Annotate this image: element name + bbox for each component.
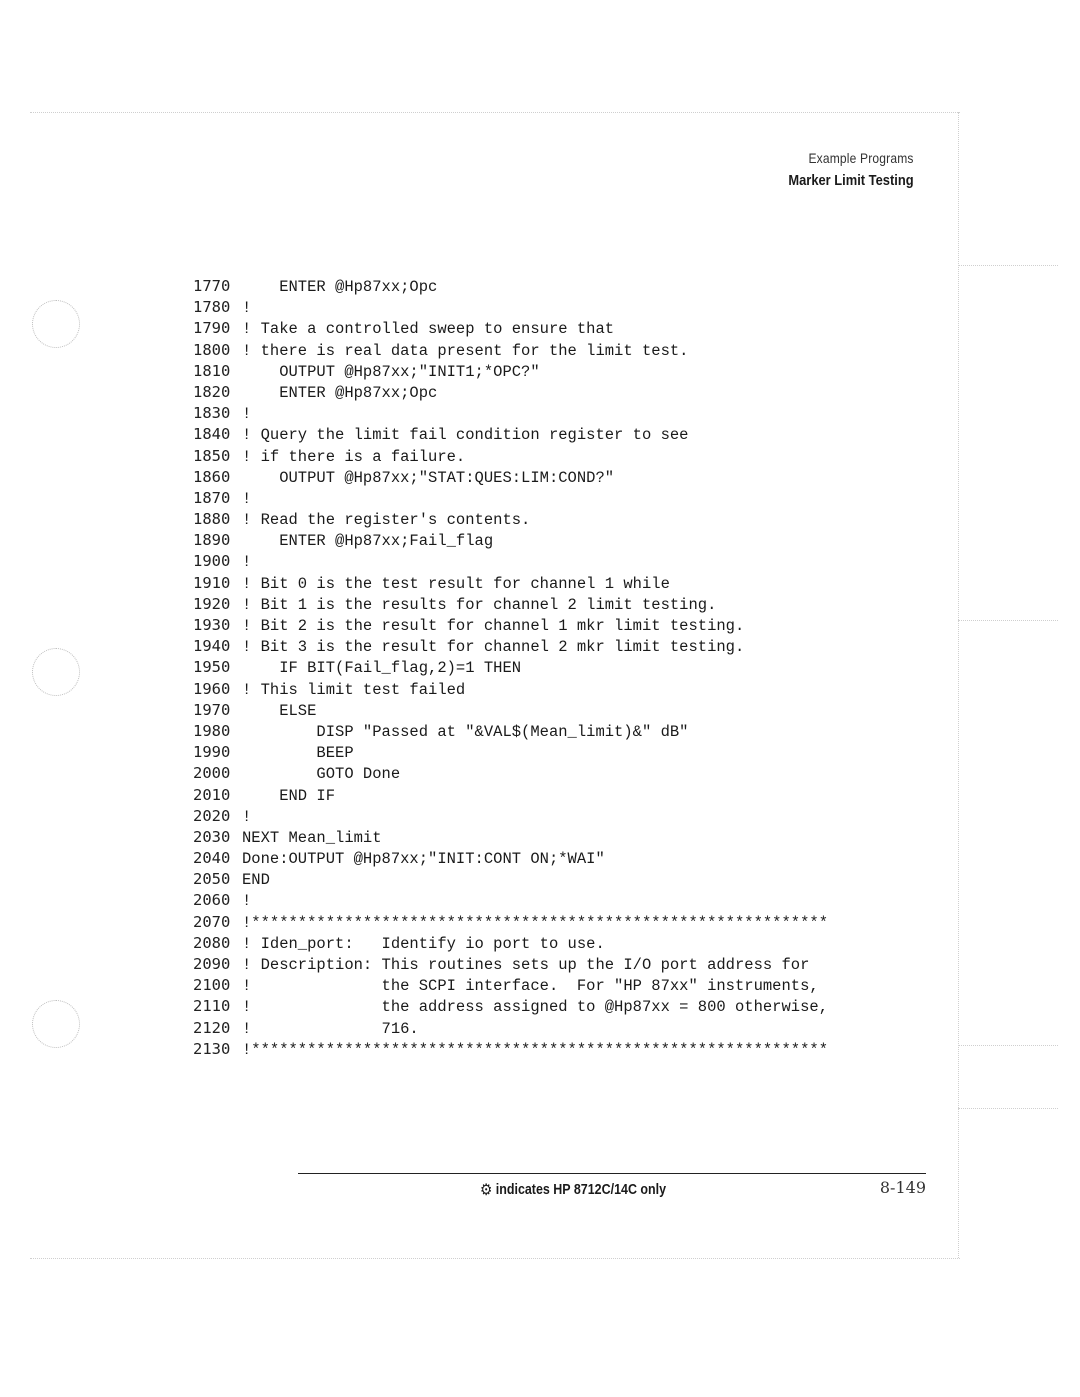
- code-text: OUTPUT @Hp87xx;"INIT1;*OPC?": [242, 362, 540, 381]
- code-line: [193, 276, 828, 297]
- code-text: !: [242, 299, 252, 318]
- line-number: 1790: [193, 319, 231, 338]
- code-text: !**************************************************************: [242, 1040, 828, 1059]
- page-number: 8-149: [879, 1178, 926, 1197]
- footer-note-text: indicates HP 8712C/14C only: [495, 1182, 667, 1198]
- code-line: [193, 700, 828, 721]
- line-number: 2030: [193, 827, 231, 846]
- line-number: 1930: [193, 616, 231, 634]
- code-text: ! Bit 0 is the test result for channel 1 while: [242, 574, 670, 593]
- line-number: 2130: [193, 1039, 231, 1058]
- line-number: 1810: [193, 361, 231, 380]
- line-number: 2080: [193, 933, 231, 952]
- code-text: !: [242, 489, 252, 508]
- code-text: ! Read the register's contents.: [242, 511, 531, 530]
- code-text: !: [242, 892, 252, 911]
- code-line: [193, 975, 828, 996]
- code-text: ENTER @Hp87xx;Opc: [242, 278, 438, 296]
- code-text: ENTER @Hp87xx;Fail_flag: [242, 532, 494, 551]
- footer-note: [480, 1180, 666, 1200]
- line-number: 1970: [193, 700, 231, 719]
- line-number: 1830: [193, 404, 231, 423]
- code-line: [193, 318, 828, 339]
- chapter-title: Example Programs: [808, 150, 914, 166]
- code-line: [193, 848, 828, 869]
- code-text: ! Take a controlled sweep to ensure that: [242, 320, 615, 339]
- code-text: GOTO Done: [242, 765, 401, 784]
- thumb-tab-line: [958, 1108, 1058, 1109]
- code-line: [193, 954, 828, 975]
- thumb-tab-line: [958, 265, 1058, 266]
- line-number: 2060: [193, 891, 231, 910]
- code-line: [193, 467, 828, 488]
- code-text: ! Bit 2 is the result for channel 1 mkr limit testing.: [242, 617, 745, 635]
- line-number: 1950: [193, 658, 231, 677]
- line-number: 1940: [193, 637, 231, 656]
- code-line: [193, 594, 828, 615]
- line-number: 1770: [193, 277, 231, 295]
- code-text: END: [242, 871, 270, 890]
- thumb-tab-line: [958, 620, 1058, 621]
- code-listing: [193, 276, 828, 1060]
- scan-edge-bottom: [30, 1258, 960, 1259]
- code-line: [193, 890, 828, 911]
- line-number: 1920: [193, 594, 231, 613]
- code-text: !: [242, 553, 252, 572]
- code-text: END IF: [242, 786, 336, 805]
- code-text: ! This limit test failed: [242, 680, 466, 699]
- code-line: [193, 785, 828, 806]
- line-number: 1840: [193, 425, 231, 444]
- code-line: [193, 721, 828, 742]
- code-text: ! Bit 3 is the result for channel 2 mkr limit testing.: [242, 638, 745, 657]
- line-number: 2010: [193, 785, 231, 804]
- code-line: [193, 912, 828, 933]
- punch-hole: [32, 1000, 80, 1048]
- punch-hole: [32, 300, 80, 348]
- line-number: 1980: [193, 721, 231, 740]
- code-line: [193, 488, 828, 509]
- code-line: [193, 446, 828, 467]
- running-header: [768, 150, 914, 189]
- scan-edge-right: [958, 112, 959, 1258]
- code-line: [193, 1018, 828, 1039]
- code-text: ! the address assigned to @Hp87xx = 800 otherwise,: [242, 998, 828, 1017]
- code-line: [193, 382, 828, 403]
- code-text: !: [242, 807, 252, 826]
- line-number: 1960: [193, 679, 231, 698]
- code-line: [193, 827, 828, 848]
- footer-rule: [298, 1173, 926, 1174]
- line-number: 2070: [193, 912, 231, 931]
- gear-icon: ⚙: [480, 1182, 493, 1199]
- code-text: ! if there is a failure.: [242, 447, 466, 466]
- punch-hole: [32, 648, 80, 696]
- code-line: [193, 530, 828, 551]
- code-line: [193, 657, 828, 678]
- scan-edge-top: [30, 112, 960, 113]
- code-text: BEEP: [242, 744, 354, 763]
- code-line: [193, 636, 828, 657]
- code-line: [193, 806, 828, 827]
- code-line: [193, 424, 828, 445]
- line-number: 1800: [193, 340, 231, 359]
- line-number: 2100: [193, 976, 231, 995]
- line-number: 1910: [193, 573, 231, 592]
- line-number: 1880: [193, 510, 231, 529]
- code-text: Done:OUTPUT @Hp87xx;"INIT:CONT ON;*WAI": [242, 850, 605, 869]
- code-text: ELSE: [242, 701, 317, 720]
- code-line: [193, 361, 828, 382]
- section-title: Marker Limit Testing: [788, 172, 914, 189]
- line-number: 2120: [193, 1018, 231, 1037]
- line-number: 2020: [193, 806, 231, 825]
- code-text: DISP "Passed at "&VAL$(Mean_limit)&" dB": [242, 722, 689, 741]
- line-number: 1890: [193, 531, 231, 550]
- code-line: [193, 996, 828, 1017]
- code-text: OUTPUT @Hp87xx;"STAT:QUES:LIM:COND?": [242, 468, 615, 487]
- code-text: NEXT Mean_limit: [242, 828, 382, 847]
- code-line: [193, 340, 828, 361]
- code-line: [193, 742, 828, 763]
- line-number: 2040: [193, 849, 231, 868]
- code-line: [193, 679, 828, 700]
- code-line: [193, 297, 828, 318]
- code-text: ! there is real data present for the limit test.: [242, 341, 689, 360]
- line-number: 2050: [193, 870, 231, 889]
- code-line: [193, 403, 828, 424]
- code-line: [193, 869, 828, 890]
- code-text: ! Iden_port: Identify io port to use.: [242, 934, 605, 953]
- code-text: IF BIT(Fail_flag,2)=1 THEN: [242, 659, 522, 678]
- code-text: ENTER @Hp87xx;Opc: [242, 383, 438, 402]
- code-line: [193, 1039, 828, 1060]
- line-number: 1820: [193, 382, 231, 401]
- code-text: ! Bit 1 is the results for channel 2 limit testing.: [242, 595, 717, 614]
- thumb-tab-line: [958, 1045, 1058, 1046]
- line-number: 1870: [193, 488, 231, 507]
- code-line: [193, 551, 828, 572]
- line-number: 1900: [193, 552, 231, 571]
- code-text: !: [242, 405, 252, 424]
- code-text: !**************************************************************: [242, 913, 828, 932]
- line-number: 1990: [193, 743, 231, 762]
- line-number: 2000: [193, 764, 231, 783]
- code-line: [193, 509, 828, 530]
- line-number: 2110: [193, 997, 231, 1016]
- line-number: 1860: [193, 467, 231, 486]
- line-number: 1780: [193, 298, 231, 317]
- code-text: ! the SCPI interface. For "HP 87xx" instruments,: [242, 977, 819, 996]
- code-text: ! Query the limit fail condition register to see: [242, 426, 689, 445]
- code-line: [193, 933, 828, 954]
- code-text: ! 716.: [242, 1019, 419, 1038]
- code-text: ! Description: This routines sets up the I/O port address for: [242, 956, 810, 974]
- code-line: [193, 763, 828, 784]
- line-number: 2090: [193, 955, 231, 973]
- code-line: [193, 573, 828, 594]
- line-number: 1850: [193, 446, 231, 465]
- code-line: [193, 615, 828, 636]
